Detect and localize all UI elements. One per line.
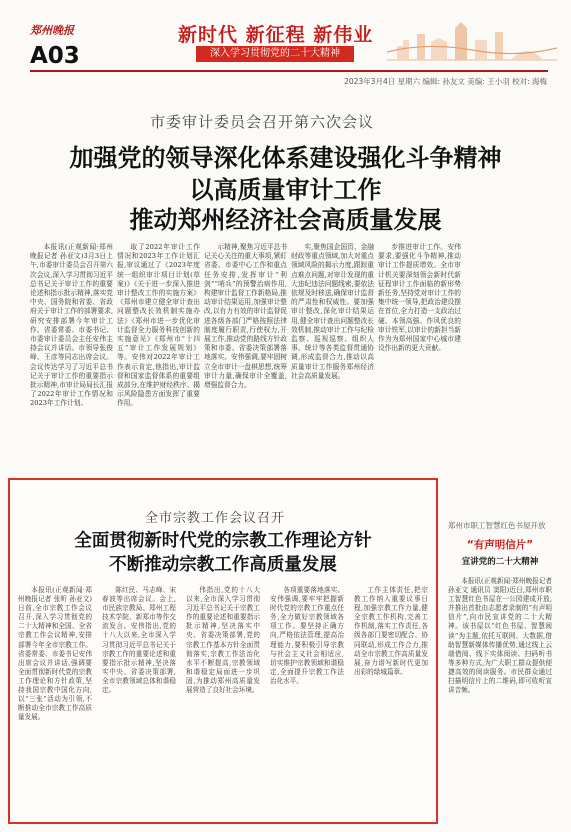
lead-headline-line-1: 加强党的领导深化体系建设强化斗争精神: [69, 144, 502, 172]
sidebar-brief: [448, 520, 552, 799]
lead-column: 本报讯(正观新闻·郑州晚报记者 孙亚文)3月3日上午,市委审计委员会召开第六次会议,深入学习贯彻习近平总书记关于审计工作的重要论述和指示批示精神,落实党中央、国务院和省委、省政府关于审计工作的部署要求,研究安排部署今年审计工作。省委常委、市委书记、市委审计委员会主任安伟主持会议并讲话。市领导张俊峰、王彦等同志出席会议。会议传达学习了习近平总书记关于审计工作的重要指示批示精神,市审计局局长汇报了2022年审计工作情况和2023年工作计划。: [30, 243, 113, 408]
banner-subtitle: 深入学习贯彻党的二十大精神: [196, 46, 354, 62]
second-column: 陈红民、马志峰、宋春波等出席会议。会上,市民族宗教局、郑州工程技术学院、新郑市等作交流发言。安伟指出,党的十八大以来,全市深入学习贯彻习近平总书记关于宗教工作的重要论述和重要指示批示精神,坚决落实中央、省委决策部署,全市宗教领域总体和谐稳定。: [102, 586, 176, 695]
second-story-body: [18, 586, 430, 814]
second-column: 本报讯(正观新闻·郑州晚报记者 张昕 孙亚文)日前,全市宗教工作会议召开,深入学习贯彻党的二十大精神和全国、全省宗教工作会议精神,安排部署今年全市宗教工作。省委常委、市委书记安伟出席会议并讲话,强调要全面贯彻新时代党的宗教工作理论和方针政策,坚持我国宗教中国化方向,以“三张”活动为引领,不断推动全市宗教工作高质量发展。: [18, 586, 92, 722]
lead-column: 取了2022年审计工作情况和2023年工作计划汇报,审议通过了《2023年度统一组织审计项目计划(草案)》《关于进一步深入推进审计整改工作的实施方案》《郑州市建立健全审计查出问题整改长效机制实施办法》《郑州市进一步优化审计监督全力服务科技创新的实施意见》《郑州市“十四五”审计工作发展规划》等。安伟对2022年审计工作表示肯定,他指出,审计监督和国家监督体系的重要组成部分,在维护财经秩序、揭示风险隐患方面发挥了重要作用。: [117, 243, 200, 408]
lead-headline-line-3: 推动郑州经济社会高质量发展: [129, 206, 442, 234]
banner-slogan: 新时代 新征程 新伟业: [178, 24, 374, 46]
second-headline-line-2: 不断推动宗教工作高质量发展: [109, 555, 337, 575]
lead-headline-line-2: 以高质量审计工作: [189, 176, 382, 204]
newspaper-logo: 郑州晚报: [30, 24, 74, 37]
sidebar-subheadline: 宣讲党的二十大精神: [461, 557, 539, 567]
sidebar-headline: “有声明信片”: [466, 539, 534, 551]
sidebar-kicker: 郑州市职工智慧红色书屋开放: [448, 521, 546, 530]
second-column: 工作主体责任,把宗教工作纳入重要议事日程,加强宗教工作力量,健全宗教工作机构,完善工作机制,落实工作责任,各级各部门要密切配合、协同联动,形成工作合力,推动全市宗教工作高质量发展,奋力谱写新时代更加出彩的绿城篇章。: [354, 586, 428, 676]
masthead-divider: [30, 70, 548, 72]
lead-column: 步推进审计工作。安伟要求,要强化斗争精神,推动审计工作提质增效。全市审计机关要深刻领会新时代新征程审计工作面临的新形势新任务,坚持党对审计工作的集中统一领导,把政治建设摆在首位,全力打造一支政治过硬、本领高强、作风优良的审计铁军,以审计的新担当新作为为郑州国家中心城市建设作出新的更大贡献。: [378, 243, 461, 353]
sidebar-body: 本报讯(正观新闻·郑州晚报记者 孙亚文 通讯员 窦阳)近日,郑州市职工智慧红色书屋在一公园建成开放,并推出首批由志愿者录制的“有声明信片”,向市民宣讲党的二十大精神。该书屋以“红色书屋、智慧阅读”为主题,依托互联网、大数据,借助智慧新媒体传播优势,通过线上云端借阅、线下实体阅读、扫码听书等多种方式,为广大职工群众提供便捷高效的阅读服务。市民群众通过扫描明信片上的二维码,即可收听宣讲音频。: [448, 577, 552, 695]
page-number: A03: [30, 43, 80, 69]
lead-kicker: 市委审计委员会召开第六次会议: [150, 113, 375, 131]
second-column: 各项重要落地落实。安伟强调,要牢牢把握新时代党的宗教工作重点任务,全力做好宗教领域各项工作。要坚持正确方向,严格依法管理,提高治理能力,要积极引导宗教与社会主义社会相适应,切实维护宗教领域和谐稳定,全面提升宗教工作法治化水平。: [270, 586, 344, 685]
lead-story-body: [30, 243, 550, 461]
second-kicker: 全市宗教工作会议召开: [145, 511, 286, 526]
second-headline-line-1: 全面贯彻新时代党的宗教工作理论方针: [74, 531, 372, 551]
city-skyline-decoration: [387, 12, 557, 64]
second-column: 伟指出,党的十八大以来,全市深入学习贯彻习近平总书记关于宗教工作的重要论述和重要指示批示精神,坚决落实中央、省委决策部署,党的宗教工作基本方针全面贯彻落实,宗教工作法治化水平不断提高,宗教领域和谐稳定局面进一步巩固,为推动郑州高质量发展营造了良好社会环境。: [186, 586, 260, 695]
lead-column: 实,聚焦国企国资、金融财政等重点领域,加大对重点领域风险的揭示力度,跟踪重点难点问题,对审计发现的重大违纪违法问题线索,要依法依规及时移送,确保审计监督的严肃性和权威性。要加强审计整改,深化审计结果运用,健全审计查出问题整改长效机制,推动审计工作与纪检监察、巡视巡察、组织人事、统计等各类监督贯通协调,形成监督合力,推动以高质量审计工作服务郑州经济社会高质量发展。: [291, 243, 374, 380]
lead-column: 示精神,聚焦习近平总书记关心关注的重大事项,紧盯省委、市委中心工作和重点任务安排,发挥审计“利剑”“哨兵”的预警治病作用,构建审计监督工作新格局,推动审计结果运用,加强审计整改,以有力有效的审计监督促进各级各部门严格按照法律制度履行职责,行使权力,开展工作,推动党的路线方针政策和市委、省委决策部署落地落实。安伟强调,要牢固树立全市审计一盘棋思想,统筹审计力量,确保审计全覆盖,增强监督合力。: [204, 243, 287, 390]
edition-info: 2023年3月4日 星期六 编辑: 孙友文 美编: 王小羽 校对: 海梅: [344, 77, 547, 86]
masthead: [0, 0, 571, 86]
